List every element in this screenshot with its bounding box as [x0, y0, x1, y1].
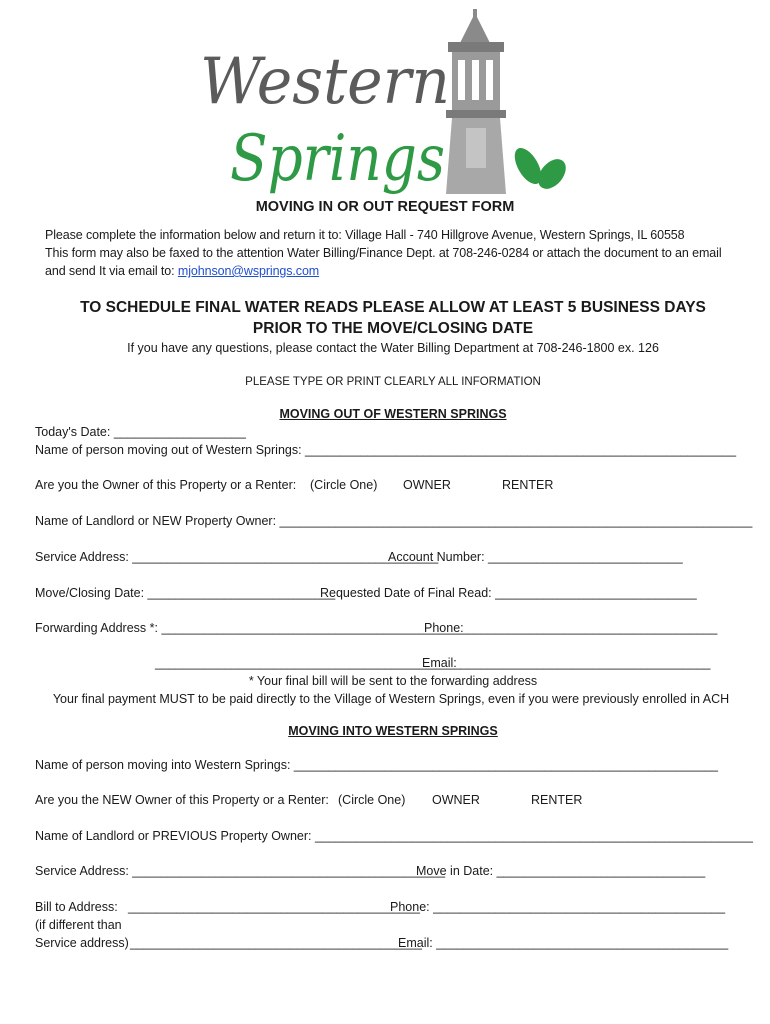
bill-to-note-1: (if different than: [35, 918, 122, 932]
renter-option-in[interactable]: RENTER: [531, 793, 583, 807]
account-number-field[interactable]: Account Number: ____________________________: [388, 550, 683, 564]
circle-one-label-in: (Circle One): [338, 793, 406, 807]
instruction-text: PLEASE TYPE OR PRINT CLEARLY ALL INFORMATION: [245, 376, 541, 388]
forwarding-note: * Your final bill will be sent to the forwarding address: [248, 674, 538, 688]
payment-note: Your final payment MUST to be paid directly to the Village of Western Springs, even if you were previously enrolled in ACH: [52, 692, 730, 706]
phone-field[interactable]: Phone: ____________________________________: [424, 621, 718, 635]
form-title: MOVING IN OR OUT REQUEST FORM: [255, 199, 515, 215]
moving-out-heading: MOVING OUT OF WESTERN SPRINGS: [279, 407, 507, 421]
logo-springs-text: Springs: [230, 122, 445, 196]
move-closing-date-field[interactable]: Move/Closing Date: ___________________________: [35, 586, 336, 600]
phone-in-field[interactable]: Phone: __________________________________________: [390, 900, 726, 914]
notice-line-2: PRIOR TO THE MOVE/CLOSING DATE: [252, 320, 534, 337]
notice-line-1: TO SCHEDULE FINAL WATER READS PLEASE ALLOW AT LEAST 5 BUSINESS DAYS: [80, 299, 706, 316]
intro-line-2: This form may also be faxed to the attention Water Billing/Finance Dept. at 708-246-0284 or attach the document to an email: [45, 246, 722, 260]
forwarding-address-field[interactable]: Forwarding Address *: ____________________________________________: [35, 621, 468, 635]
owner-option[interactable]: OWNER: [403, 478, 451, 492]
circle-one-label: (Circle One): [310, 478, 378, 492]
renter-option[interactable]: RENTER: [502, 478, 554, 492]
person-moving-out-field[interactable]: Name of person moving out of Western Springs: ______________________________________________________________: [35, 443, 737, 457]
leaves-icon: [509, 144, 571, 194]
logo-western-text: Western: [200, 45, 450, 119]
forwarding-address-line-2[interactable]: ____________________________________________: [155, 656, 461, 670]
bill-to-note-2: Service address): [35, 936, 129, 950]
service-address-in-field[interactable]: Service Address: _____________________________________________: [35, 864, 446, 878]
owner-option-in[interactable]: OWNER: [432, 793, 480, 807]
previous-owner-field[interactable]: Name of Landlord or PREVIOUS Property Owner: _______________________________________________________________: [35, 829, 753, 843]
tower-icon: [446, 9, 506, 194]
intro-line-3: [45, 264, 319, 278]
intro-line-1: Please complete the information below and return it to: Village Hall - 740 Hillgrove Avenue, Western Springs, IL 60558: [45, 228, 685, 242]
todays-date-field[interactable]: Today's Date: ___________________: [35, 425, 246, 439]
email-in-field[interactable]: Email: __________________________________________: [398, 936, 729, 950]
move-in-date-field[interactable]: Move in Date: ______________________________: [416, 864, 706, 878]
moving-in-heading: MOVING INTO WESTERN SPRINGS: [288, 724, 498, 738]
final-read-date-field[interactable]: Requested Date of Final Read: _____________________________: [320, 586, 697, 600]
contact-info: If you have any questions, please contact the Water Billing Department at 708-246-1800 ex. 126: [127, 341, 659, 355]
person-moving-in-field[interactable]: Name of person moving into Western Springs: _____________________________________________________________: [35, 758, 718, 772]
new-owner-renter-question: Are you the NEW Owner of this Property or a Renter:: [35, 793, 329, 807]
bill-to-address-field[interactable]: __________________________________________: [128, 900, 420, 914]
bill-to-address-line-2[interactable]: __________________________________________: [130, 936, 422, 950]
email-field[interactable]: Email: ____________________________________: [422, 656, 711, 670]
owner-renter-question: Are you the Owner of this Property or a Renter:: [35, 478, 297, 492]
bill-to-label: Bill to Address:: [35, 900, 118, 914]
service-address-field[interactable]: Service Address: ____________________________________________: [35, 550, 439, 564]
new-owner-field[interactable]: Name of Landlord or NEW Property Owner: ____________________________________________________________________: [35, 514, 753, 528]
intro-line-3-prefix: and send It via email to:: [45, 264, 178, 278]
email-link[interactable]: mjohnson@wsprings.com: [177, 264, 320, 278]
western-springs-logo: [190, 8, 580, 198]
